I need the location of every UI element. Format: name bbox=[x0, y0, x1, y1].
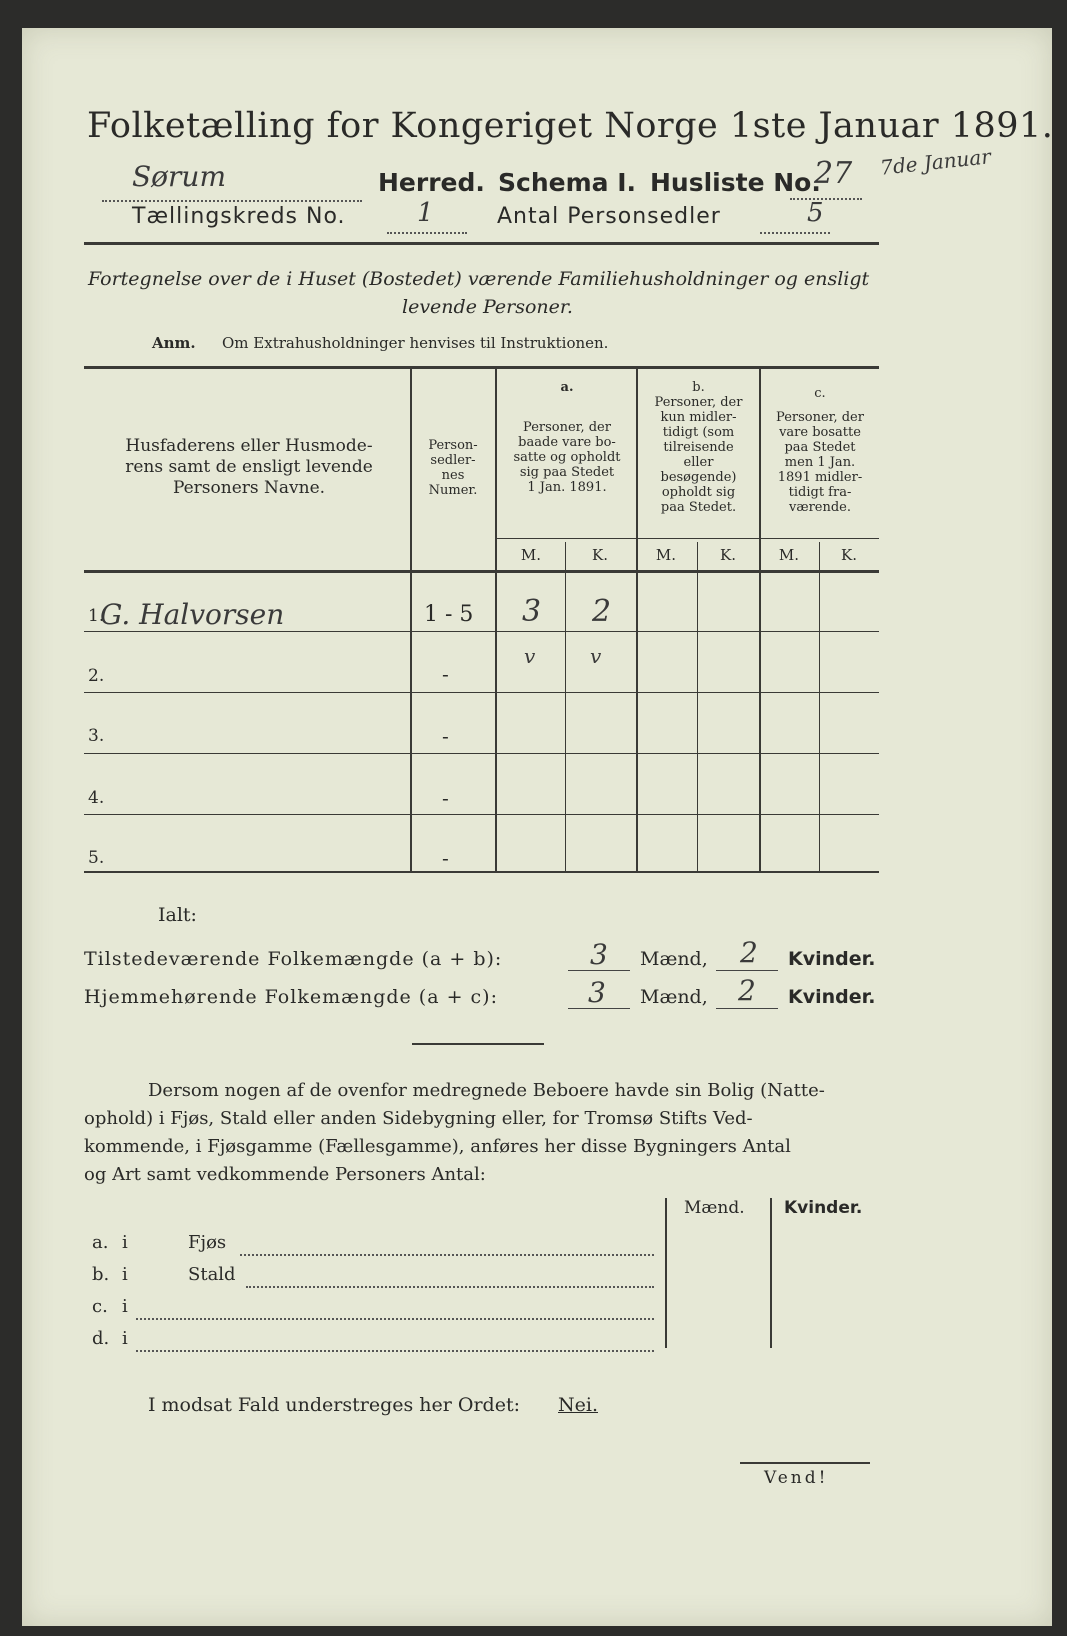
buildings-kvinder-header: Kvinder. bbox=[784, 1198, 863, 1218]
item-i: i bbox=[122, 1296, 128, 1317]
col-header-names-line: Husfaderens eller Husmode- bbox=[125, 436, 373, 456]
col-divider-mk bbox=[697, 542, 698, 872]
buildings-col-divider bbox=[665, 1198, 667, 1348]
hjemme-maend-count: 3 bbox=[588, 976, 606, 1009]
col-header-names bbox=[94, 436, 404, 499]
header-k: K. bbox=[592, 546, 608, 564]
anm-text: Om Extrahusholdninger henvises til Instruktionen. bbox=[222, 334, 609, 352]
antal-label: Antal Personsedler bbox=[497, 204, 721, 229]
tilstede-label: Tilstedeværende Folkemængde (a + b): bbox=[84, 948, 503, 970]
antal-number: 5 bbox=[807, 198, 824, 228]
herred-label: Herred. bbox=[378, 168, 485, 197]
col-header-b-line: paa Stedet. bbox=[660, 500, 737, 515]
tilstede-kvinder-count: 2 bbox=[740, 936, 758, 969]
col-header-numer-line: sedler- bbox=[430, 453, 476, 468]
vend-rule bbox=[740, 1462, 870, 1464]
col-header-numer-line: Person- bbox=[428, 438, 478, 453]
husliste-label: Husliste No. bbox=[650, 168, 821, 197]
col-b-letter: b. bbox=[692, 380, 705, 395]
item-dotted-line bbox=[240, 1240, 654, 1256]
person-numer: 1 - 5 bbox=[424, 602, 474, 627]
col-header-a-line: 1 Jan. 1891. bbox=[527, 480, 607, 495]
col-header-b-line: opholdt sig bbox=[661, 485, 736, 500]
buildings-para-4: og Art samt vedkommende Personers Antal: bbox=[84, 1164, 486, 1185]
row-number: 5. bbox=[88, 848, 105, 868]
nei-word: Nei. bbox=[558, 1394, 598, 1416]
col-header-a bbox=[498, 420, 636, 495]
col-header-numer-line: nes bbox=[441, 468, 465, 483]
col-header-c-line: 1891 midler- bbox=[777, 470, 863, 485]
col-divider-mk bbox=[819, 542, 820, 872]
item-dotted-line bbox=[246, 1272, 654, 1288]
row-number: 3. bbox=[88, 726, 105, 746]
anm-label: Anm. bbox=[152, 334, 196, 352]
vend-text: Vend! bbox=[764, 1468, 829, 1488]
col-header-names-line: rens samt de ensligt levende bbox=[125, 457, 373, 477]
col-header-a-line: Personer, der bbox=[523, 420, 611, 435]
header-rule bbox=[84, 242, 879, 245]
header-m: M. bbox=[778, 546, 800, 564]
intro-line-2: levende Personer. bbox=[402, 296, 573, 318]
col-header-b bbox=[638, 395, 759, 515]
hjemme-kvinder-count: 2 bbox=[738, 974, 756, 1007]
header-m: M. bbox=[520, 546, 542, 564]
row-rule bbox=[84, 692, 879, 693]
item-letter: a. bbox=[92, 1232, 109, 1253]
col-header-b-line: tidigt (som bbox=[662, 425, 735, 440]
col-a-letter: a. bbox=[560, 380, 574, 395]
header-k: K. bbox=[720, 546, 736, 564]
ialt-label: Ialt: bbox=[158, 904, 197, 926]
col-header-c-line: vare bosatte bbox=[779, 425, 861, 440]
col-header-numer bbox=[412, 438, 494, 498]
margin-note: 7de Januar bbox=[879, 144, 992, 180]
buildings-para-2: ophold) i Fjøs, Stald eller anden Sidebygning eller, for Tromsø Stifts Ved- bbox=[84, 1108, 753, 1129]
header-m: M. bbox=[655, 546, 677, 564]
mk-header-rule bbox=[497, 538, 879, 539]
herred-handwritten: Sørum bbox=[132, 160, 227, 193]
col-header-c-line: værende. bbox=[789, 500, 851, 515]
item-dotted-line bbox=[136, 1304, 654, 1320]
form-title: Folketælling for Kongeriget Norge 1ste Januar 1891. bbox=[87, 106, 1054, 146]
item-dotted-line bbox=[136, 1336, 654, 1352]
col-header-b-line: kun midler- bbox=[660, 410, 737, 425]
person-name: G. Halvorsen bbox=[100, 598, 285, 631]
item-i: i bbox=[122, 1328, 128, 1349]
col-header-b-line: eller bbox=[683, 455, 714, 470]
schema-label: Schema I. bbox=[498, 168, 637, 197]
person-numer: - bbox=[442, 846, 449, 870]
item-letter: c. bbox=[92, 1296, 108, 1317]
item-label: Fjøs bbox=[188, 1232, 227, 1253]
hjemme-k-line bbox=[716, 1008, 778, 1009]
item-letter: b. bbox=[92, 1264, 110, 1285]
col-header-names-line: Personers Navne. bbox=[172, 478, 326, 498]
row-number: 2. bbox=[88, 666, 105, 686]
kreds-number: 1 bbox=[417, 198, 434, 228]
modsat-text: I modsat Fald understreges her Ordet: bbox=[148, 1394, 520, 1416]
item-i: i bbox=[122, 1232, 128, 1253]
col-c-letter: c. bbox=[814, 386, 826, 401]
buildings-para-1: Dersom nogen af de ovenfor medregnede Beboere havde sin Bolig (Natte- bbox=[148, 1080, 825, 1101]
col-divider bbox=[495, 368, 497, 872]
row-rule bbox=[84, 814, 879, 815]
hjemme-kvinder-label: Kvinder. bbox=[788, 986, 876, 1008]
col-header-a-line: baade vare bo- bbox=[518, 435, 616, 450]
count-a-k: 2 bbox=[592, 594, 612, 629]
col-header-a-line: sig paa Stedet bbox=[519, 465, 615, 480]
tilstede-kvinder-label: Kvinder. bbox=[788, 948, 876, 970]
col-header-c-line: men 1 Jan. bbox=[784, 455, 856, 470]
tilstede-maend-count: 3 bbox=[590, 938, 608, 971]
tilstede-k-line bbox=[716, 970, 778, 971]
row-number: 1. bbox=[88, 606, 105, 626]
buildings-col-divider bbox=[770, 1198, 772, 1348]
person-numer: - bbox=[442, 662, 449, 686]
header-k: K. bbox=[841, 546, 857, 564]
buildings-maend-header: Mænd. bbox=[684, 1198, 745, 1218]
intro-line-1: Fortegnelse over de i Huset (Bostedet) værende Familiehusholdninger og ensligt bbox=[88, 268, 870, 290]
item-i: i bbox=[122, 1264, 128, 1285]
item-label: Stald bbox=[188, 1264, 236, 1285]
hjemme-label: Hjemmehørende Folkemængde (a + c): bbox=[84, 986, 498, 1008]
section-divider bbox=[412, 1043, 544, 1045]
col-header-c-line: Personer, der bbox=[776, 410, 864, 425]
count-a-m: 3 bbox=[522, 594, 542, 629]
kreds-label: Tællingskreds No. bbox=[132, 204, 346, 229]
col-header-b-line: Personer, der bbox=[654, 395, 743, 410]
col-header-a-line: satte og opholdt bbox=[513, 450, 621, 465]
col-header-numer-line: Numer. bbox=[428, 483, 478, 498]
col-header-b-line: tilreisende bbox=[663, 440, 734, 455]
hjemme-maend-label: Mænd, bbox=[640, 986, 708, 1008]
husliste-number: 27 bbox=[814, 156, 853, 191]
col-header-b-line: besøgende) bbox=[660, 470, 737, 485]
buildings-para-3: kommende, i Fjøsgamme (Fællesgamme), anføres her disse Bygningers Antal bbox=[84, 1136, 791, 1157]
row-rule bbox=[84, 753, 879, 754]
person-numer: - bbox=[442, 724, 449, 748]
col-divider-mk bbox=[565, 542, 566, 872]
row-number: 4. bbox=[88, 788, 105, 808]
col-header-c bbox=[761, 410, 879, 515]
item-letter: d. bbox=[92, 1328, 110, 1349]
check-a-m: v bbox=[524, 644, 536, 668]
person-numer: - bbox=[442, 786, 449, 810]
col-header-c-line: tidigt fra- bbox=[788, 485, 852, 500]
census-form-sheet bbox=[22, 28, 1052, 1626]
tilstede-maend-label: Mænd, bbox=[640, 948, 708, 970]
row-rule bbox=[412, 631, 879, 632]
row-rule bbox=[84, 631, 410, 632]
col-header-c-line: paa Stedet bbox=[784, 440, 856, 455]
check-a-k: v bbox=[590, 644, 602, 668]
